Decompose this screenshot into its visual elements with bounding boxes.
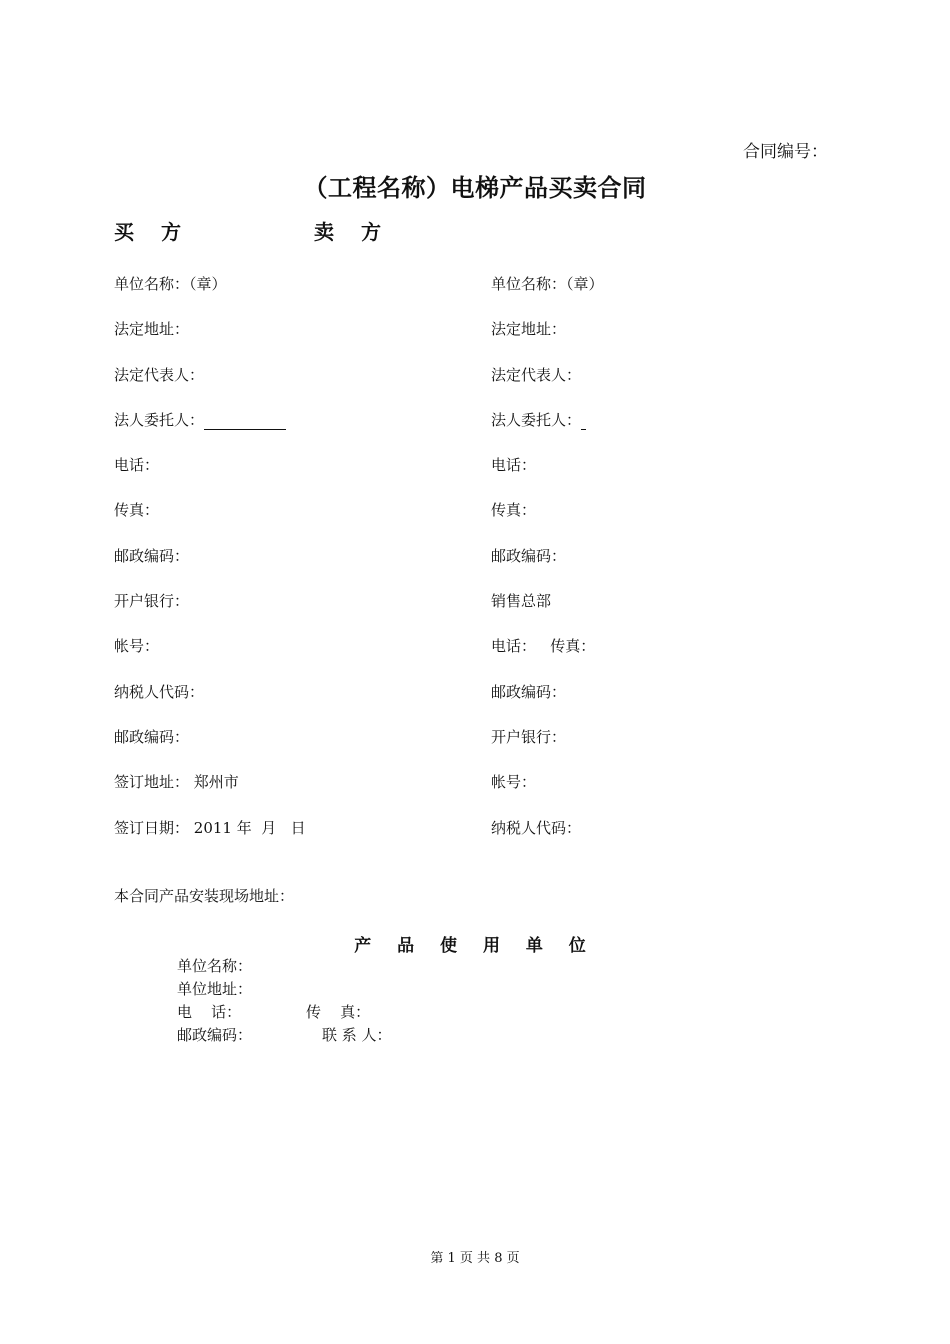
- seller-taxpayer-code: 纳税人代码：: [491, 819, 582, 837]
- user-unit-postal-code: 邮政编码：: [177, 1026, 253, 1044]
- sign-date-label: 签订日期：: [114, 819, 190, 837]
- seller-authorized-agent: [491, 409, 586, 430]
- contract-number-label: 合同编号：: [743, 142, 828, 162]
- buyer-unit-name: 单位名称：（章）: [114, 275, 227, 293]
- user-unit-contact: 联 系 人：: [322, 1026, 392, 1044]
- buyer-phone: 电话：: [114, 456, 160, 474]
- user-unit-address: 单位地址：: [177, 980, 253, 998]
- install-site-address-label: 本合同产品安装现场地址：: [114, 887, 295, 905]
- buyer-taxpayer-code: 纳税人代码：: [114, 683, 205, 701]
- sign-date: [114, 817, 306, 838]
- seller-postal-code: 邮政编码：: [491, 547, 567, 565]
- buyer-agent-blank-line: [204, 412, 286, 430]
- seller-postal-code-2: 邮政编码：: [491, 683, 567, 701]
- seller-account: 帐号：: [491, 773, 537, 791]
- seller-heading: 卖 方: [314, 220, 391, 244]
- sign-place: [114, 771, 239, 792]
- seller-legal-address: 法定地址：: [491, 320, 567, 338]
- sign-date-value: 2011 年 月 日: [193, 819, 306, 837]
- document-title: （工程名称）电梯产品买卖合同: [303, 174, 647, 202]
- buyer-bank: 开户银行：: [114, 592, 190, 610]
- seller-agent-label: 法人委托人：: [491, 411, 582, 429]
- seller-bank: 开户银行：: [491, 728, 567, 746]
- buyer-authorized-agent: [114, 409, 286, 430]
- page-footer: 第 1 页 共 8 页: [430, 1251, 520, 1266]
- buyer-fax: 传真：: [114, 501, 160, 519]
- user-unit-name: 单位名称：: [177, 957, 253, 975]
- sign-place-value: 郑州市: [193, 773, 239, 791]
- seller-unit-name: 单位名称：（章）: [491, 275, 604, 293]
- seller-sales-headquarters: 销售总部: [491, 592, 552, 610]
- buyer-heading: 买 方: [114, 220, 191, 244]
- seller-legal-representative: 法定代表人：: [491, 366, 582, 384]
- seller-agent-blank-line: [581, 412, 586, 430]
- seller-phone-fax: 电话： 传真：: [491, 637, 596, 655]
- buyer-agent-label: 法人委托人：: [114, 411, 205, 429]
- seller-fax: 传真：: [491, 501, 537, 519]
- buyer-legal-address: 法定地址：: [114, 320, 190, 338]
- user-unit-fax: 传 真：: [306, 1003, 371, 1021]
- user-unit-phone: 电 话：: [177, 1003, 242, 1021]
- buyer-legal-representative: 法定代表人：: [114, 366, 205, 384]
- seller-phone: 电话：: [491, 456, 537, 474]
- buyer-postal-code: 邮政编码：: [114, 547, 190, 565]
- product-user-unit-heading: 产 品 使 用 单 位: [354, 936, 596, 956]
- buyer-account: 帐号：: [114, 637, 160, 655]
- buyer-postal-code-2: 邮政编码：: [114, 728, 190, 746]
- sign-place-label: 签订地址：: [114, 773, 190, 791]
